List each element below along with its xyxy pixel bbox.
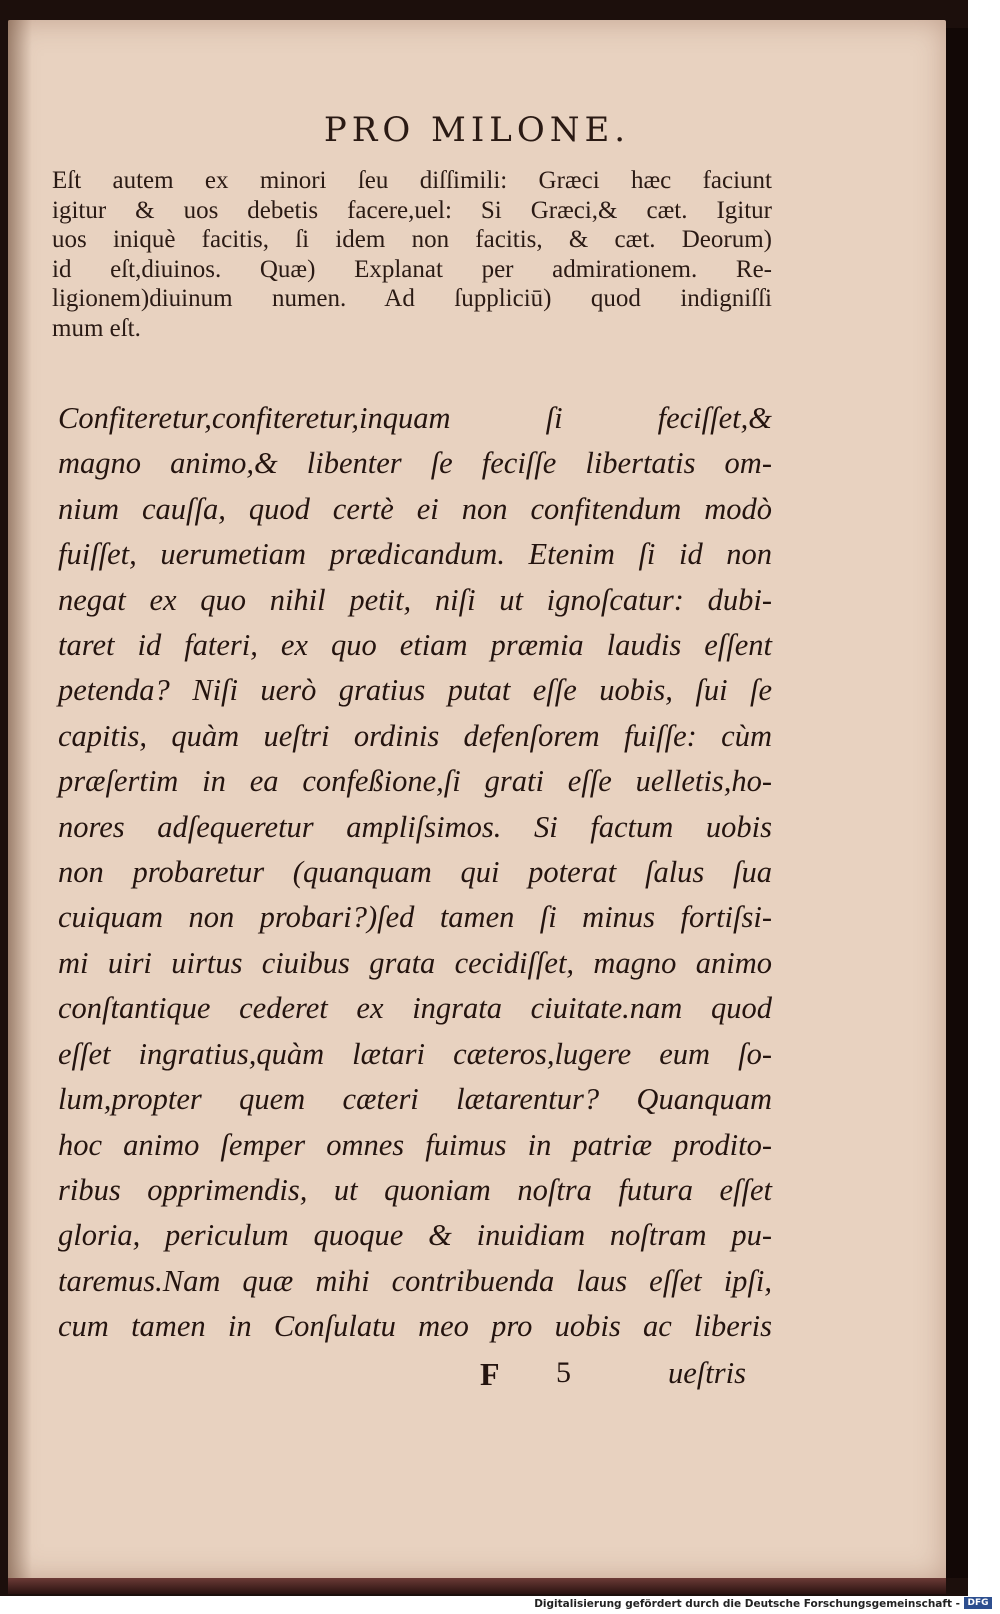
commentary-line: igitur & uos debetis facere,uel: Si Græci,& cæt. Igitur [52, 196, 772, 224]
text-line: petenda? Niſi uerò gratius putat eſſe uobis, ſui ſe [58, 673, 772, 708]
text-line: nores adſequeretur ampliſsimos. Si factum uobis [58, 809, 772, 844]
text-line: negat ex quo nihil petit, niſi ut ignoſcatur: dubi- [58, 582, 772, 617]
commentary-line: mum eſt. [52, 314, 141, 342]
text-line: præſertim in ea confeßione,ſi grati eſſe uelletis,ho- [58, 764, 772, 799]
text-line: mi uiri uirtus ciuibus grata cecidiſſet, magno animo [58, 945, 772, 980]
text-line: non probaretur (quanquam qui poterat ſalus ſua [58, 855, 772, 890]
book-page [8, 20, 946, 1580]
commentary-block [52, 166, 772, 343]
text-line: Confiteretur,confiteretur,inquam ſi feciſſet,& [58, 401, 772, 435]
text-line: gloria, periculum quoque & inuidiam noſtram pu- [58, 1218, 772, 1253]
main-text-block [58, 396, 772, 1350]
commentary-line: id eſt,diuinos. Quæ) Explanat per admirationem. Re- [52, 255, 772, 283]
text-line: eſſet ingratius,quàm lætari cæteros,lugere eum ſo- [58, 1036, 772, 1071]
commentary-line: ligionem)diuinum numen. Ad ſuppliciū) quod indigniſſi [52, 285, 772, 312]
commentary-line: uos iniquè facitis, ſi idem non facitis, & cæt. Deorum) [52, 226, 772, 253]
page-gutter-shadow [8, 20, 32, 1580]
text-line: nium cauſſa, quod certè ei non confitendum modò [58, 491, 772, 526]
text-line: lum,propter quem cæteri lætarentur? Quanquam [58, 1082, 772, 1117]
book-edge-right [946, 28, 968, 1578]
digitization-credit: Digitalisierung gefördert durch die Deutsche Forschungsgemeinschaft - [534, 1598, 960, 1610]
running-head: PRO MILONE. [323, 110, 631, 150]
text-line: fuiſſet, uerumetiam prædicandum. Etenim ſi id non [58, 537, 772, 572]
catchword: ueſtris [668, 1356, 746, 1390]
commentary-line: Eſt autem ex minori ſeu diſſimili: Græci hæc faciunt [52, 167, 772, 194]
text-line: cuiquam non probari?)ſed tamen ſi minus fortiſsi- [58, 900, 772, 935]
text-line: taret id fateri, ex quo etiam præmia laudis eſſent [58, 628, 772, 663]
signature-number: 5 [556, 1356, 571, 1389]
text-line: magno animo,& libenter ſe feciſſe libertatis om- [58, 446, 772, 481]
text-line: hoc animo ſemper omnes fuimus in patriæ prodito- [58, 1127, 772, 1162]
book-edge-bottom [8, 1578, 946, 1594]
text-line: conſtantique cederet ex ingrata ciuitate.nam quod [58, 991, 772, 1026]
text-line: capitis, quàm ueſtri ordinis defenſorem fuiſſe: cùm [58, 718, 772, 753]
text-line: ribus opprimendis, ut quoniam noſtra futura eſſet [58, 1172, 772, 1207]
text-line: taremus.Nam quæ mihi contribuenda laus eſſet ipſi, [58, 1263, 772, 1298]
dfg-logo: DFG [964, 1597, 992, 1609]
signature-mark: F [480, 1356, 500, 1392]
text-line: cum tamen in Conſulatu meo pro uobis ac liberis [58, 1309, 772, 1344]
